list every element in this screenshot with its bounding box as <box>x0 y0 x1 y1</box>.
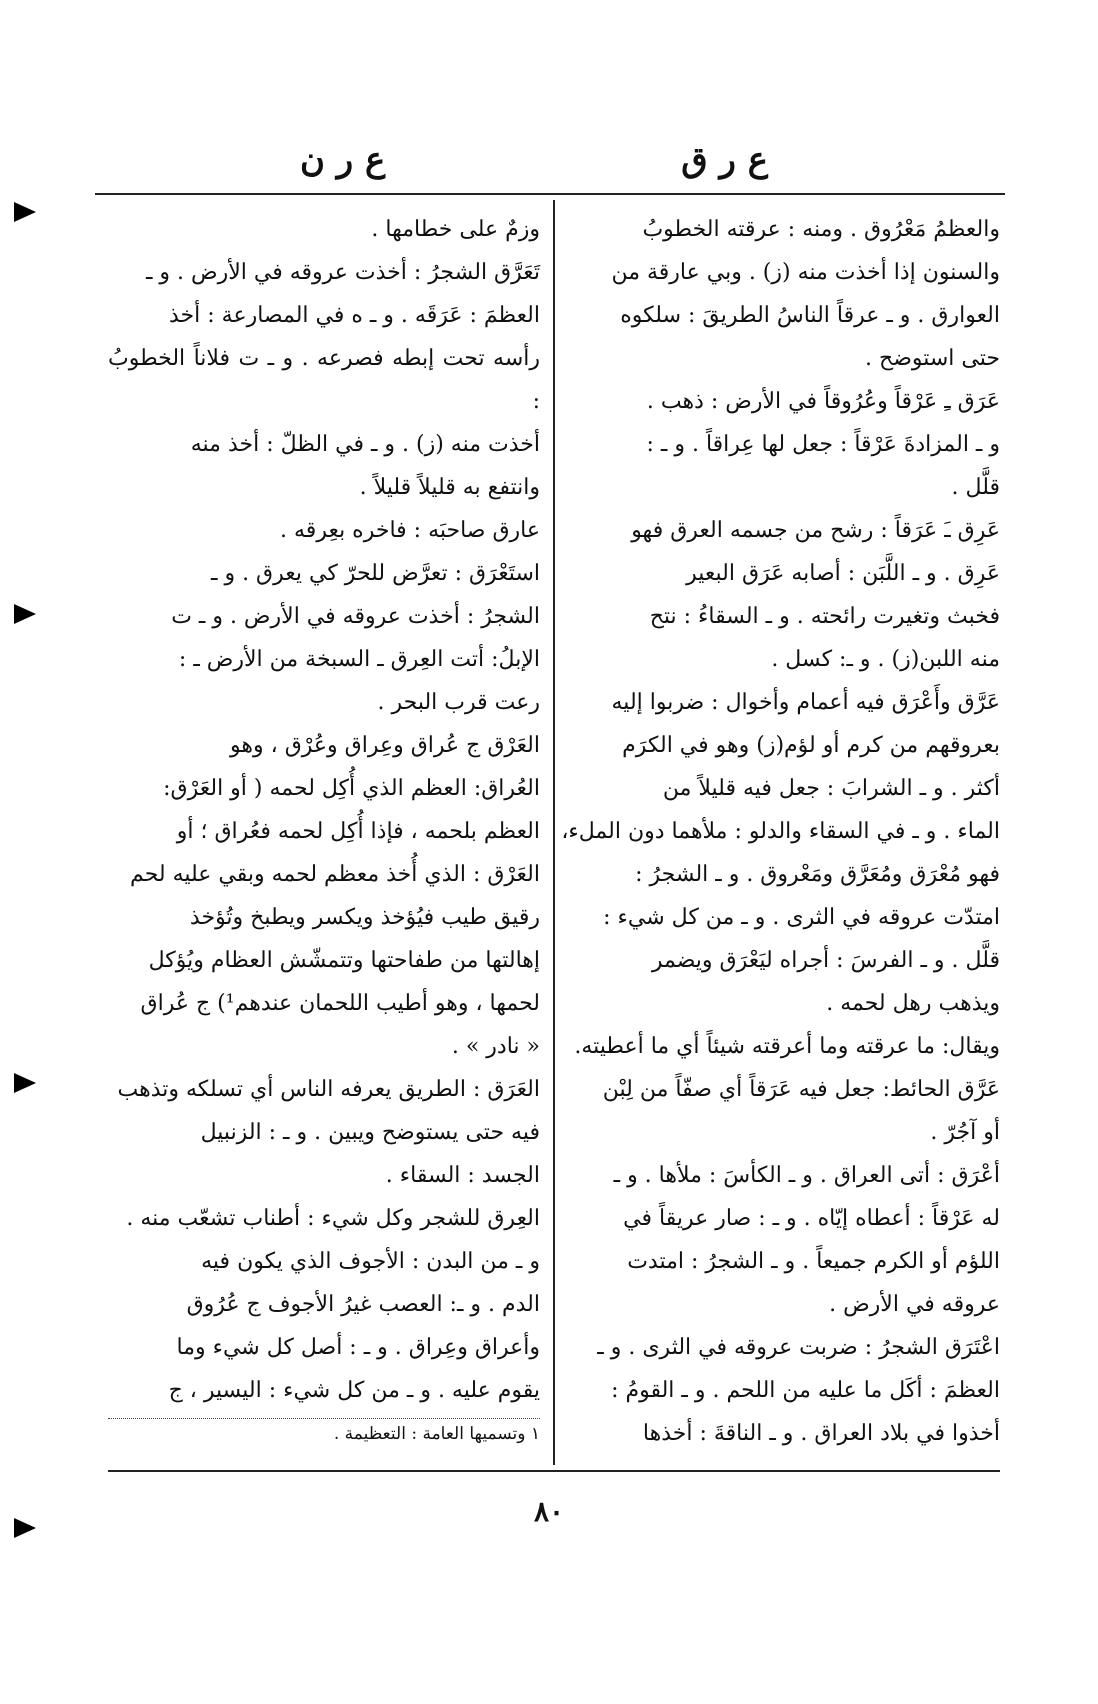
right-column-text <box>560 208 1000 1455</box>
binding-mark <box>14 604 36 624</box>
text-line: العظمَ : أكَل ما عليه من اللحم . و ـ القومُ : <box>611 1378 1000 1403</box>
text-line: و ـ من البدن : الأجوف الذي يكون فيه <box>201 1249 540 1274</box>
text-line: و ـ المزادةَ عَرْقاً : جعل لها عِراقاً . و ـ : <box>646 432 1000 457</box>
text-line: فخبث وتغيرت رائحته . و ـ السقاءُ : نتح <box>649 604 1000 629</box>
page-number: ٨٠ <box>533 1495 565 1528</box>
text-line: ويذهب رهل لحمه . <box>826 991 1000 1016</box>
text-line: وانتفع به قليلاً قليلاً . <box>359 475 540 500</box>
text-line: يقوم عليه . و ـ من كل شيء : اليسير ، ج <box>168 1378 540 1403</box>
text-line: اعْتَرَق الشجرُ : ضربت عروقه في الثرى . و ـ <box>597 1335 1000 1360</box>
text-line: عارق صاحبَه : فاخره بعِرقه . <box>280 518 540 543</box>
text-line: قلَّل . <box>951 475 1000 500</box>
text-line: وزمٌ على خطامها . <box>371 217 540 242</box>
column-divider <box>553 200 555 1465</box>
text-line: الجسد : السقاء . <box>385 1163 540 1188</box>
text-line: عروقه في الأرض . <box>829 1292 1000 1317</box>
text-line: وأعراق وعِراق . و ـ : أصل كل شيء وما <box>176 1335 540 1360</box>
text-line: له عَرْقاً : أعطاه إيّاه . و ـ : صار عريقاً في <box>623 1206 1000 1231</box>
text-line: أخذت منه (ز) . و ـ في الظلّ : أخذ منه <box>190 432 540 457</box>
text-line: عَرِق . و ـ اللَّبَن : أصابه عَرَق البعير <box>686 561 1000 586</box>
text-line: رأسه تحت إبطه فصرعه . و ـ ت فلاناً الخطوبُ : <box>108 346 540 414</box>
text-line: اللؤم أو الكرم جميعاً . و ـ الشجرُ : امتدت <box>627 1249 1000 1274</box>
text-line: تَعَرَّق الشجرُ : أخذت عروقه في الأرض . و ـ <box>145 260 540 285</box>
text-line: قلَّل . و ـ الفرسَ : أجراه ليَعْرَق ويضمر <box>651 948 1000 973</box>
text-line: امتدّت عروقه في الثرى . و ـ من كل شيء : <box>603 905 1000 930</box>
text-line: منه اللبن(ز) . و ـ: كسل . <box>771 647 1000 672</box>
page-header-root-left: ع ر ن <box>300 140 386 180</box>
text-line: العَرَق : الطريق يعرفه الناس أي تسلكه وتذهب <box>117 1077 540 1102</box>
text-line: استَعْرَق : تعرَّض للحرّ كي يعرق . و ـ <box>211 561 540 586</box>
binding-mark <box>14 202 36 222</box>
page-header-root-right: ع ر ق <box>681 140 768 180</box>
text-line: عَرَق ـِ عَرْقاً وعُرُوقاً في الأرض : ذهب . <box>646 389 1000 414</box>
text-line: رقيق طيب فيُؤخذ ويكسر ويطبخ وتُؤخذ <box>189 905 540 930</box>
text-line: والسنون إذا أخذت منه (ز) . وبي عارقة من <box>611 260 1000 285</box>
text-line: عَرَّق وأَعْرَق فيه أعمام وأخوال : ضربوا إليه <box>611 690 1000 715</box>
text-line: لحمها ، وهو أطيب اللحمان عندهم¹) ج عُراق <box>140 991 540 1016</box>
text-line: أخذوا في بلاد العراق . و ـ الناقةَ : أخذها <box>642 1421 1000 1446</box>
text-line: حتى استوضح . <box>865 346 1000 371</box>
text-line: الشجرُ : أخذت عروقه في الأرض . و ـ ت <box>171 604 540 629</box>
text-line: العُراق: العظم الذي أُكِل لحمه ( أو العَرْق: <box>163 776 540 801</box>
text-line: عَرِق ـَ عَرَقاً : رشح من جسمه العرق فهو <box>631 518 1000 543</box>
text-line: « نادر » . <box>451 1034 540 1059</box>
footnote: ١ وتسميها العامة : التعظيمة . <box>333 1424 540 1444</box>
text-line: الإبلُ: أتت العِرق ـ السبخة من الأرض ـ : <box>178 647 540 672</box>
text-line: ويقال: ما عرقته وما أعرقته شيئاً أي ما أعطيته. <box>574 1034 1000 1059</box>
text-line: أو آجُرّ . <box>930 1120 1000 1145</box>
text-line: والعظمُ مَعْرُوق . ومنه : عرقته الخطوبُ <box>642 217 1000 242</box>
text-line: أكثر . و ـ الشرابَ : جعل فيه قليلاً من <box>662 776 1000 801</box>
text-line: العظمَ : عَرَقَه . و ـ ه في المصارعة : أخذ <box>168 303 540 328</box>
text-line: أعْرَق : أتى العراق . و ـ الكأسَ : ملأها . و ـ <box>613 1163 1000 1188</box>
text-line: عَرَّق الحائط: جعل فيه عَرَقاً أي صفّاً من لِبْن <box>602 1077 1000 1102</box>
text-line: فيه حتى يستوضح ويبين . و ـ : الزنبيل <box>200 1120 540 1145</box>
text-line: العظم بلحمه ، فإذا أُكِل لحمه فعُراق ؛ أو <box>176 819 540 844</box>
text-line: الماء . و ـ في السقاء والدلو : ملأهما دون الملء، <box>561 819 1000 844</box>
left-column-text <box>108 208 540 1412</box>
text-line: الدم . و ـ: العصب غيرُ الأجوف ج عُرُوق <box>186 1292 540 1317</box>
binding-mark <box>14 1518 36 1538</box>
text-line: العَرْق : الذي أُخذ معظم لحمه وبقي عليه لحم <box>130 862 540 887</box>
text-line: العوارق . و ـ عرقاً الناسُ الطريقَ : سلكوه <box>620 303 1000 328</box>
text-line: إهالتها من طفاحتها وتتمشّش العظام ويُؤكل <box>148 948 540 973</box>
footer-rule <box>108 1470 1000 1472</box>
text-line: بعروقهم من كرم أو لؤم(ز) وهو في الكرَم <box>622 733 1000 758</box>
binding-mark <box>14 1073 36 1093</box>
header-rule <box>95 193 1005 195</box>
text-line: فهو مُعْرَق ومُعَرَّق ومَعْروق . و ـ الشجرُ : <box>635 862 1000 887</box>
footnote-rule <box>108 1418 540 1419</box>
text-line: رعت قرب البحر . <box>377 690 540 715</box>
text-line: العِرق للشجر وكل شيء : أطناب تشعّب منه . <box>126 1206 540 1231</box>
text-line: العَرْق ج عُراق وعِراق وعُرْق ، وهو <box>230 733 540 758</box>
